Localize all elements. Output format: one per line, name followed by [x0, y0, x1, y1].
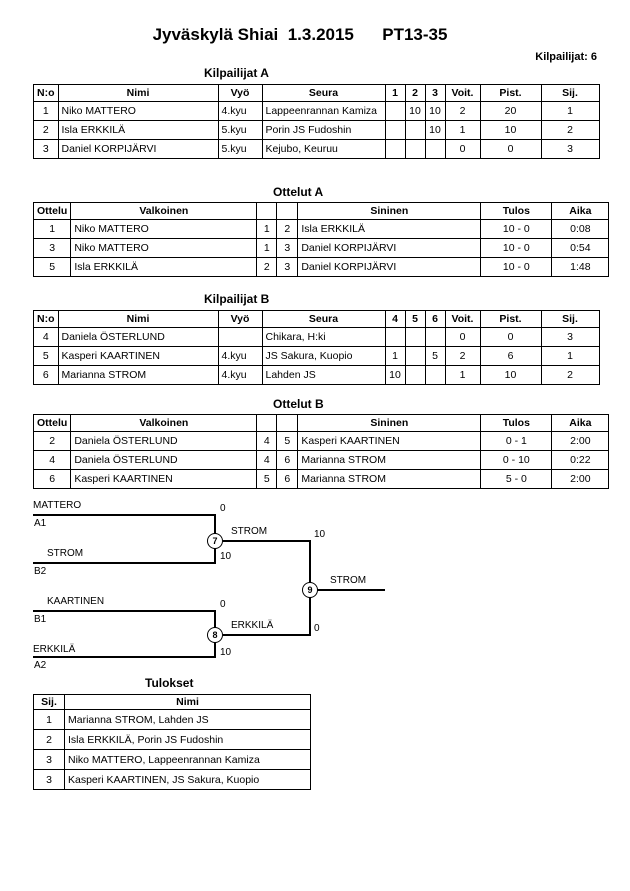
col-white: Valkoinen [71, 203, 257, 220]
cell-white-no: 4 [257, 451, 277, 470]
header-row [34, 695, 311, 710]
matches-a-caption: Ottelut A [273, 185, 324, 199]
bracket-entry-name: KAARTINEN [47, 596, 105, 607]
page-title: Jyväskylä Shiai 1.3.2015 PT13-35 [152, 25, 448, 44]
cell-blue-no: 3 [277, 258, 298, 277]
results-caption: Tulokset [145, 676, 194, 690]
cell-belt [218, 328, 262, 347]
cell-white-no: 1 [257, 239, 277, 258]
cell-white-no: 1 [257, 220, 277, 239]
cell-m1 [385, 140, 405, 159]
cell-match: 1 [34, 220, 71, 239]
cell-blue: Marianna STROM [298, 451, 481, 470]
cell-m2 [405, 328, 425, 347]
cell-place: 1 [541, 102, 599, 121]
col-m1: 4 [385, 311, 405, 328]
cell-wins: 0 [445, 328, 480, 347]
cell-belt: 5.kyu [218, 121, 262, 140]
cell-white-no: 4 [257, 432, 277, 451]
bracket-entry-name: MATTERO [33, 500, 82, 511]
bracket-entry-score: 0 [220, 599, 226, 610]
table-row [34, 239, 609, 258]
cell-white: Daniela ÖSTERLUND [71, 451, 257, 470]
cell-name: Kasperi KAARTINEN [58, 347, 218, 366]
bracket-entry-line [33, 562, 215, 564]
cell-place: 3 [34, 770, 65, 790]
cell-no: 4 [34, 328, 59, 347]
cell-white: Daniela ÖSTERLUND [71, 432, 257, 451]
bracket-winner-line [223, 634, 310, 636]
col-place: Sij. [541, 85, 599, 102]
results-table [33, 694, 311, 790]
table-row [34, 432, 609, 451]
table-row [34, 328, 600, 347]
cell-club: JS Sakura, Kuopio [262, 347, 385, 366]
cell-blue-no: 5 [277, 432, 298, 451]
cell-blue-no: 3 [277, 239, 298, 258]
cell-match: 5 [34, 258, 71, 277]
bracket-winner-name: ERKKILÄ [231, 620, 274, 631]
cell-name: Isla ERKKILÄ, Porin JS Fudoshin [65, 730, 311, 750]
col-name: Nimi [65, 695, 311, 710]
cell-result: 10 - 0 [481, 239, 552, 258]
col-result: Tulos [481, 415, 552, 432]
cell-no: 3 [34, 140, 59, 159]
cell-result: 0 - 10 [481, 451, 552, 470]
cell-name: Daniel KORPIJÄRVI [58, 140, 218, 159]
cell-no: 6 [34, 366, 59, 385]
cell-result: 0 - 1 [481, 432, 552, 451]
cell-wins: 0 [445, 140, 480, 159]
cell-place: 2 [34, 730, 65, 750]
col-no: N:o [34, 311, 59, 328]
cell-club: Lappeenrannan Kamiza [262, 102, 385, 121]
col-points: Pist. [480, 85, 541, 102]
cell-time: 0:08 [552, 220, 609, 239]
cell-m2 [405, 347, 425, 366]
table-row [34, 710, 311, 730]
cell-points: 0 [480, 328, 541, 347]
col-belt: Vyö [218, 311, 262, 328]
cell-white: Isla ERKKILÄ [71, 258, 257, 277]
col-points: Pist. [480, 311, 541, 328]
col-place: Sij. [34, 695, 65, 710]
cell-name: Marianna STROM [58, 366, 218, 385]
cell-no: 1 [34, 102, 59, 121]
bracket-winner-line [223, 540, 310, 542]
pool-a-caption: Kilpailijat A [204, 66, 269, 80]
table-row [34, 220, 609, 239]
col-result: Tulos [481, 203, 552, 220]
cell-m3 [425, 328, 445, 347]
cell-m1: 1 [385, 347, 405, 366]
champion-name: STROM [330, 575, 367, 586]
table-row [34, 750, 311, 770]
cell-match: 6 [34, 470, 71, 489]
bracket-winner-score: 0 [314, 623, 320, 634]
bracket-entry-score: 0 [220, 503, 226, 514]
cell-m1 [385, 328, 405, 347]
cell-m3: 10 [425, 121, 445, 140]
cell-belt: 4.kyu [218, 102, 262, 121]
col-blue-no [277, 415, 298, 432]
cell-match: 4 [34, 451, 71, 470]
col-m2: 5 [405, 311, 425, 328]
cell-wins: 2 [445, 347, 480, 366]
col-blue-no [277, 203, 298, 220]
cell-place: 1 [541, 347, 599, 366]
cell-result: 10 - 0 [481, 258, 552, 277]
table-row [34, 770, 311, 790]
pool-b-table [33, 310, 600, 385]
cell-white-no: 2 [257, 258, 277, 277]
matches-a-table [33, 202, 609, 277]
cell-name: Isla ERKKILÄ [58, 121, 218, 140]
cell-name: Marianna STROM, Lahden JS [65, 710, 311, 730]
cell-place: 1 [34, 710, 65, 730]
bracket-entry-name: ERKKILÄ [33, 644, 76, 655]
cell-m2: 10 [405, 102, 425, 121]
table-row [34, 366, 600, 385]
table-row [34, 347, 600, 366]
cell-m2 [405, 366, 425, 385]
col-white-no [257, 415, 277, 432]
cell-points: 10 [480, 121, 541, 140]
cell-m2 [405, 121, 425, 140]
cell-result: 5 - 0 [481, 470, 552, 489]
cell-place: 2 [541, 366, 599, 385]
cell-wins: 1 [445, 366, 480, 385]
cell-name: Niko MATTERO, Lappeenrannan Kamiza [65, 750, 311, 770]
col-m2: 2 [405, 85, 425, 102]
cell-blue-no: 6 [277, 470, 298, 489]
cell-match: 2 [34, 432, 71, 451]
pool-b-caption: Kilpailijat B [204, 292, 270, 306]
cell-club: Lahden JS [262, 366, 385, 385]
col-belt: Vyö [218, 85, 262, 102]
cell-time: 0:22 [552, 451, 609, 470]
col-match: Ottelu [34, 203, 71, 220]
match-number-circle: 7 [207, 533, 223, 549]
bracket-entry-line [33, 656, 215, 658]
header-row [34, 311, 600, 328]
playoff-bracket [33, 498, 473, 683]
cell-white: Kasperi KAARTINEN [71, 470, 257, 489]
cell-match: 3 [34, 239, 71, 258]
col-time: Aika [552, 415, 609, 432]
cell-no: 2 [34, 121, 59, 140]
cell-club: Kejubo, Keuruu [262, 140, 385, 159]
champion-line [317, 589, 385, 591]
col-club: Seura [262, 85, 385, 102]
match-number-circle: 9 [302, 582, 318, 598]
header-row [34, 85, 600, 102]
cell-blue: Daniel KORPIJÄRVI [298, 258, 481, 277]
table-row [34, 470, 609, 489]
cell-points: 6 [480, 347, 541, 366]
bracket-entry-score: 10 [220, 551, 232, 562]
cell-time: 2:00 [552, 470, 609, 489]
col-white: Valkoinen [71, 415, 257, 432]
bracket-entry-seed: B2 [34, 566, 47, 577]
matches-b-caption: Ottelut B [273, 397, 324, 411]
cell-points: 10 [480, 366, 541, 385]
cell-m3 [425, 140, 445, 159]
header-row [34, 203, 609, 220]
cell-name: Daniela ÖSTERLUND [58, 328, 218, 347]
cell-time: 0:54 [552, 239, 609, 258]
col-m3: 3 [425, 85, 445, 102]
table-row [34, 102, 600, 121]
bracket-entry-name: STROM [47, 548, 84, 559]
cell-blue-no: 6 [277, 451, 298, 470]
col-m3: 6 [425, 311, 445, 328]
col-name: Nimi [58, 311, 218, 328]
col-blue: Sininen [298, 415, 481, 432]
cell-wins: 2 [445, 102, 480, 121]
cell-m2 [405, 140, 425, 159]
table-row [34, 258, 609, 277]
cell-place: 2 [541, 121, 599, 140]
cell-place: 3 [541, 328, 599, 347]
cell-name: Niko MATTERO [58, 102, 218, 121]
cell-club: Porin JS Fudoshin [262, 121, 385, 140]
cell-place: 3 [541, 140, 599, 159]
cell-points: 0 [480, 140, 541, 159]
bracket-winner-score: 10 [314, 529, 326, 540]
cell-blue: Isla ERKKILÄ [298, 220, 481, 239]
table-row [34, 140, 600, 159]
col-m1: 1 [385, 85, 405, 102]
col-place: Sij. [541, 311, 599, 328]
bracket-entry-line [33, 514, 215, 516]
cell-belt: 4.kyu [218, 366, 262, 385]
cell-result: 10 - 0 [481, 220, 552, 239]
pool-a-table [33, 84, 600, 159]
bracket-entry-line [33, 610, 215, 612]
cell-blue-no: 2 [277, 220, 298, 239]
bracket-entry-seed: A2 [34, 660, 47, 671]
match-number-circle: 8 [207, 627, 223, 643]
col-wins: Voit. [445, 85, 480, 102]
cell-m3 [425, 366, 445, 385]
bracket-entry-seed: B1 [34, 614, 47, 625]
cell-m3: 10 [425, 102, 445, 121]
cell-m3: 5 [425, 347, 445, 366]
cell-white: Niko MATTERO [71, 239, 257, 258]
cell-blue: Marianna STROM [298, 470, 481, 489]
bracket-entry-score: 10 [220, 647, 232, 658]
cell-wins: 1 [445, 121, 480, 140]
col-no: N:o [34, 85, 59, 102]
cell-belt: 5.kyu [218, 140, 262, 159]
cell-m1 [385, 102, 405, 121]
cell-time: 2:00 [552, 432, 609, 451]
cell-points: 20 [480, 102, 541, 121]
col-white-no [257, 203, 277, 220]
table-row [34, 451, 609, 470]
bracket-winner-name: STROM [231, 526, 268, 537]
cell-blue: Kasperi KAARTINEN [298, 432, 481, 451]
col-club: Seura [262, 311, 385, 328]
cell-place: 3 [34, 750, 65, 770]
cell-m1 [385, 121, 405, 140]
cell-white-no: 5 [257, 470, 277, 489]
cell-white: Niko MATTERO [71, 220, 257, 239]
bracket-entry-seed: A1 [34, 518, 47, 529]
col-time: Aika [552, 203, 609, 220]
cell-time: 1:48 [552, 258, 609, 277]
table-row [34, 121, 600, 140]
col-match: Ottelu [34, 415, 71, 432]
cell-no: 5 [34, 347, 59, 366]
header-row [34, 415, 609, 432]
col-wins: Voit. [445, 311, 480, 328]
table-row [34, 730, 311, 750]
competitors-count: Kilpailijat: 6 [535, 51, 597, 63]
cell-name: Kasperi KAARTINEN, JS Sakura, Kuopio [65, 770, 311, 790]
cell-m1: 10 [385, 366, 405, 385]
col-name: Nimi [58, 85, 218, 102]
cell-blue: Daniel KORPIJÄRVI [298, 239, 481, 258]
col-blue: Sininen [298, 203, 481, 220]
cell-club: Chikara, H:ki [262, 328, 385, 347]
cell-belt: 4.kyu [218, 347, 262, 366]
matches-b-table [33, 414, 609, 489]
